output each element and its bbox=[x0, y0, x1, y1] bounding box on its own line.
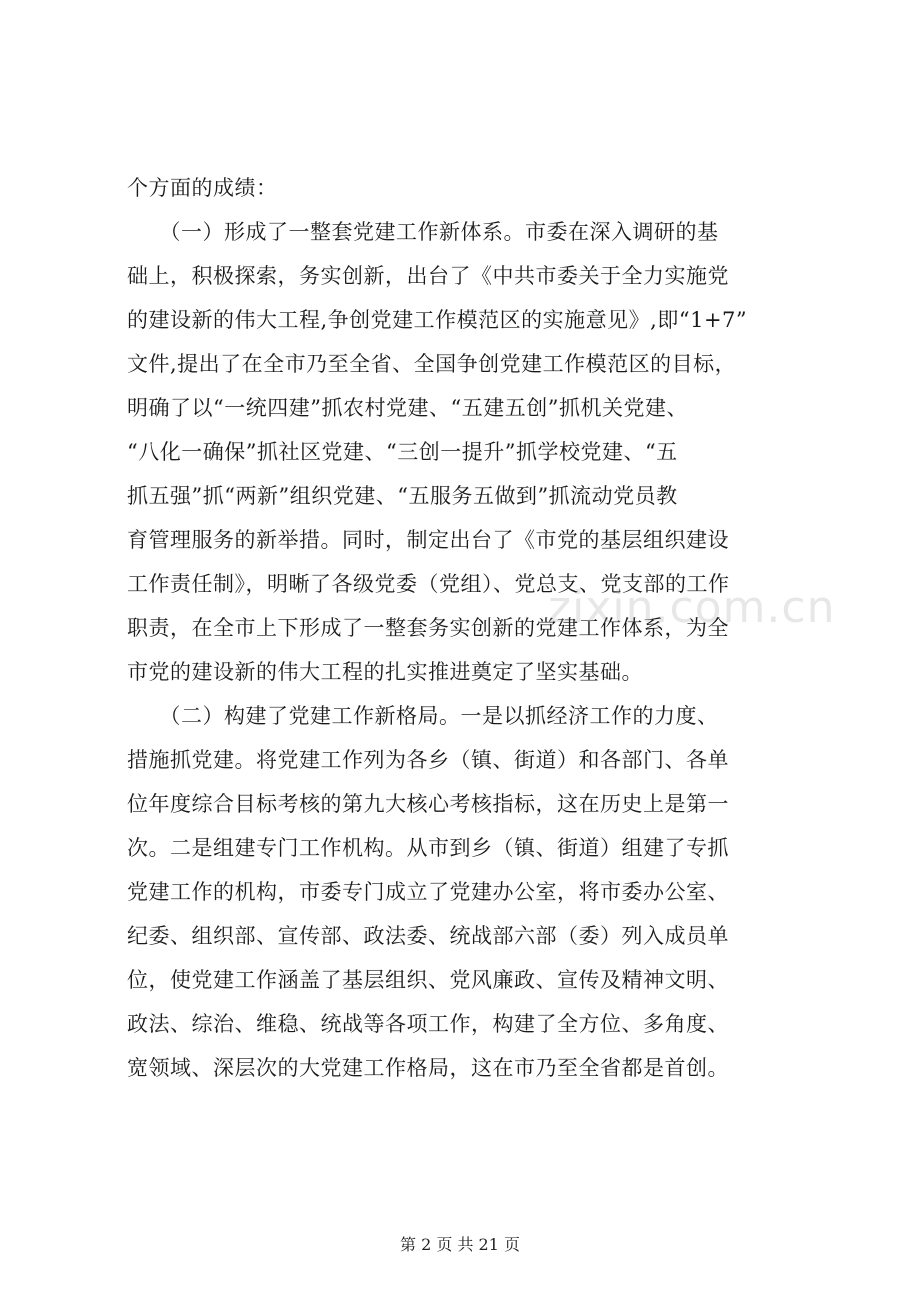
text-line: 个方面的成绩： bbox=[127, 176, 278, 200]
text-line: 位年度综合目标考核的第九大核心考核指标，这在历史上是第一 bbox=[127, 792, 729, 816]
text-line: 文件,提出了在全市乃至全省、全国争创党建工作模范区的目标， bbox=[127, 352, 737, 376]
text-line: 市党的建设新的伟大工程的扎实推进奠定了坚实基础。 bbox=[127, 660, 643, 684]
text-line: 工作责任制》，明晰了各级党委（党组）、党总支、党支部的工作 bbox=[127, 572, 730, 596]
text-line: 育管理服务的新举措。同时，制定出台了《市党的基层组织建设 bbox=[127, 528, 729, 552]
text-line: 纪委、组织部、宣传部、政法委、统战部六部（委）列入成员单 bbox=[127, 924, 729, 948]
text-line: 职责，在全市上下形成了一整套务实创新的党建工作体系，为全 bbox=[127, 616, 729, 640]
text-line: 党建工作的机构，市委专门成立了党建办公室，将市委办公室、 bbox=[127, 880, 729, 904]
text-line: 抓五强”抓“两新”组织党建、“五服务五做到”抓流动党员教 bbox=[127, 484, 678, 508]
text-line: 次。二是组建专门工作机构。从市到乡（镇、街道）组建了专抓 bbox=[127, 836, 729, 860]
text-line: 措施抓党建。将党建工作列为各乡（镇、街道）和各部门、各单 bbox=[127, 748, 729, 772]
watermark: zixin.com.cn bbox=[548, 582, 836, 633]
text-line: 的建设新的伟大工程,争创党建工作模范区的实施意见》,即“1+7” bbox=[127, 308, 748, 332]
text-line: 宽领域、深层次的大党建工作格局，这在市乃至全省都是首创。 bbox=[127, 1056, 729, 1080]
text-line: 位，使党建工作涵盖了基层组织、党风廉政、宣传及精神文明、 bbox=[127, 968, 729, 992]
text-line: 础上，积极探索，务实创新，出台了《中共市委关于全力实施党 bbox=[127, 264, 729, 288]
text-line: （二）构建了党建工作新格局。一是以抓经济工作的力度、 bbox=[127, 704, 719, 728]
text-line: （一）形成了一整套党建工作新体系。市委在深入调研的基 bbox=[127, 220, 719, 244]
text-line: 明确了以“一统四建”抓农村党建、“五建五创”抓机关党建、 bbox=[127, 396, 688, 420]
text-line: 政法、综治、维稳、统战等各项工作，构建了全方位、多角度、 bbox=[127, 1012, 729, 1036]
text-line: “八化一确保”抓社区党建、“三创一提升”抓学校党建、“五 bbox=[127, 440, 678, 464]
page-footer: 第 2 页 共 21 页 bbox=[400, 1235, 520, 1254]
